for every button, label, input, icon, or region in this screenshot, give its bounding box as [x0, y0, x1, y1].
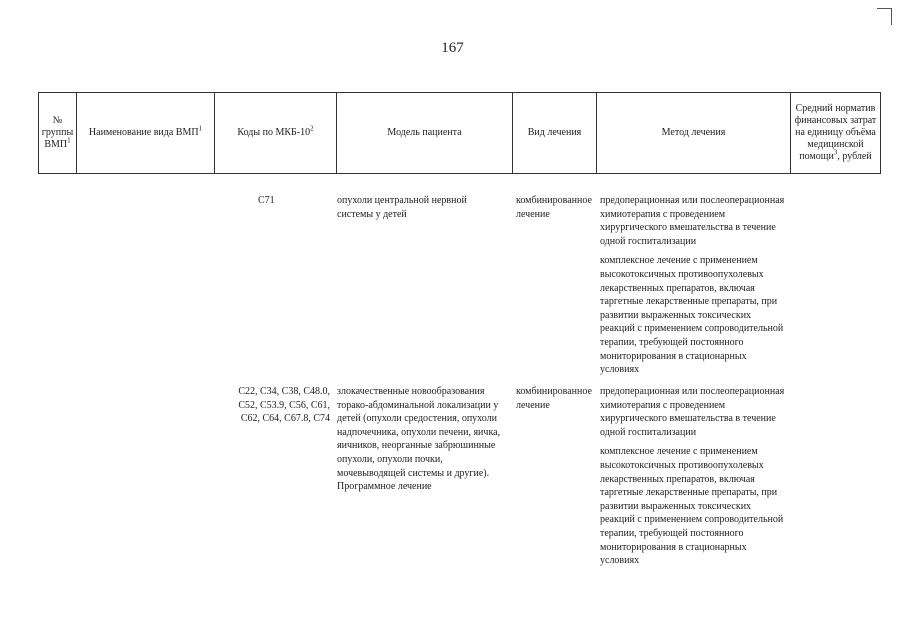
row2-method-2: комплексное лечение с применением высокотоксичных противоопухолевых лекарственных препаратов, включая таргетные лекарственные препараты, при развитии выраженных токсических реакций с применением сопроводительной терапии, требующей постоянного мониторирования в стационарных условиях — [600, 446, 784, 567]
header-vmp-name: Наименование вида ВМП$^1$ — [77, 93, 215, 173]
row1-icd-codes: C71 — [258, 195, 275, 206]
header-patient-model: Модель пациента — [337, 93, 513, 173]
page-number: 167 — [441, 40, 464, 56]
row2-icd-codes: C22, C34, C38, C48.0, C52, C53.9, C56, C61, C62, C64, C67.8, C74 — [238, 386, 330, 425]
row2-treatment-type: комбинированное лечение — [516, 386, 592, 411]
header-average-cost: Средний норматив финансовых затрат на единицу объёма медицинской помощи$^3$, рублей — [794, 103, 877, 162]
row1-treatment-type: комбинированное лечение — [516, 195, 592, 220]
header-group-number: № группы ВМП$^1$ — [39, 93, 77, 173]
row1-treatment-methods — [600, 194, 788, 383]
row1-method-1: предоперационная или послеоперационная химиотерапия с проведением хирургического вмешательства в течение одной госпитализации — [600, 195, 785, 247]
row1-method-2: комплексное лечение с применением высокотоксичных противоопухолевых лекарственных препаратов, включая таргетные лекарственные препараты, при развитии выраженных токсических реакций с применением сопроводительной терапии, требующей постоянного мониторирования в стационарных условиях — [600, 255, 784, 376]
row2-method-1: предоперационная или послеоперационная химиотерапия с проведением хирургического вмешательства в течение одной госпитализации — [600, 386, 785, 438]
header-treatment-method: Метод лечения — [597, 93, 791, 173]
header-treatment-type: Вид лечения — [513, 93, 597, 173]
row2-treatment-methods — [600, 385, 788, 574]
row1-patient-model: опухоли центральной нервной системы у детей — [337, 195, 467, 220]
table-header — [38, 92, 881, 174]
page-corner-mark — [877, 8, 892, 25]
row2-patient-model: злокачественные новообразования торако-абдоминальной локализации у детей (опухоли средостения, опухоли надпочечника, опухоли печени, яичка, яичников, неорганные забрюшинные опухоли, опухоли почки, мочевыводящей системы и другие). Программное лечение — [337, 386, 501, 493]
header-icd-codes: Коды по МКБ-$10^2$ — [215, 93, 337, 173]
